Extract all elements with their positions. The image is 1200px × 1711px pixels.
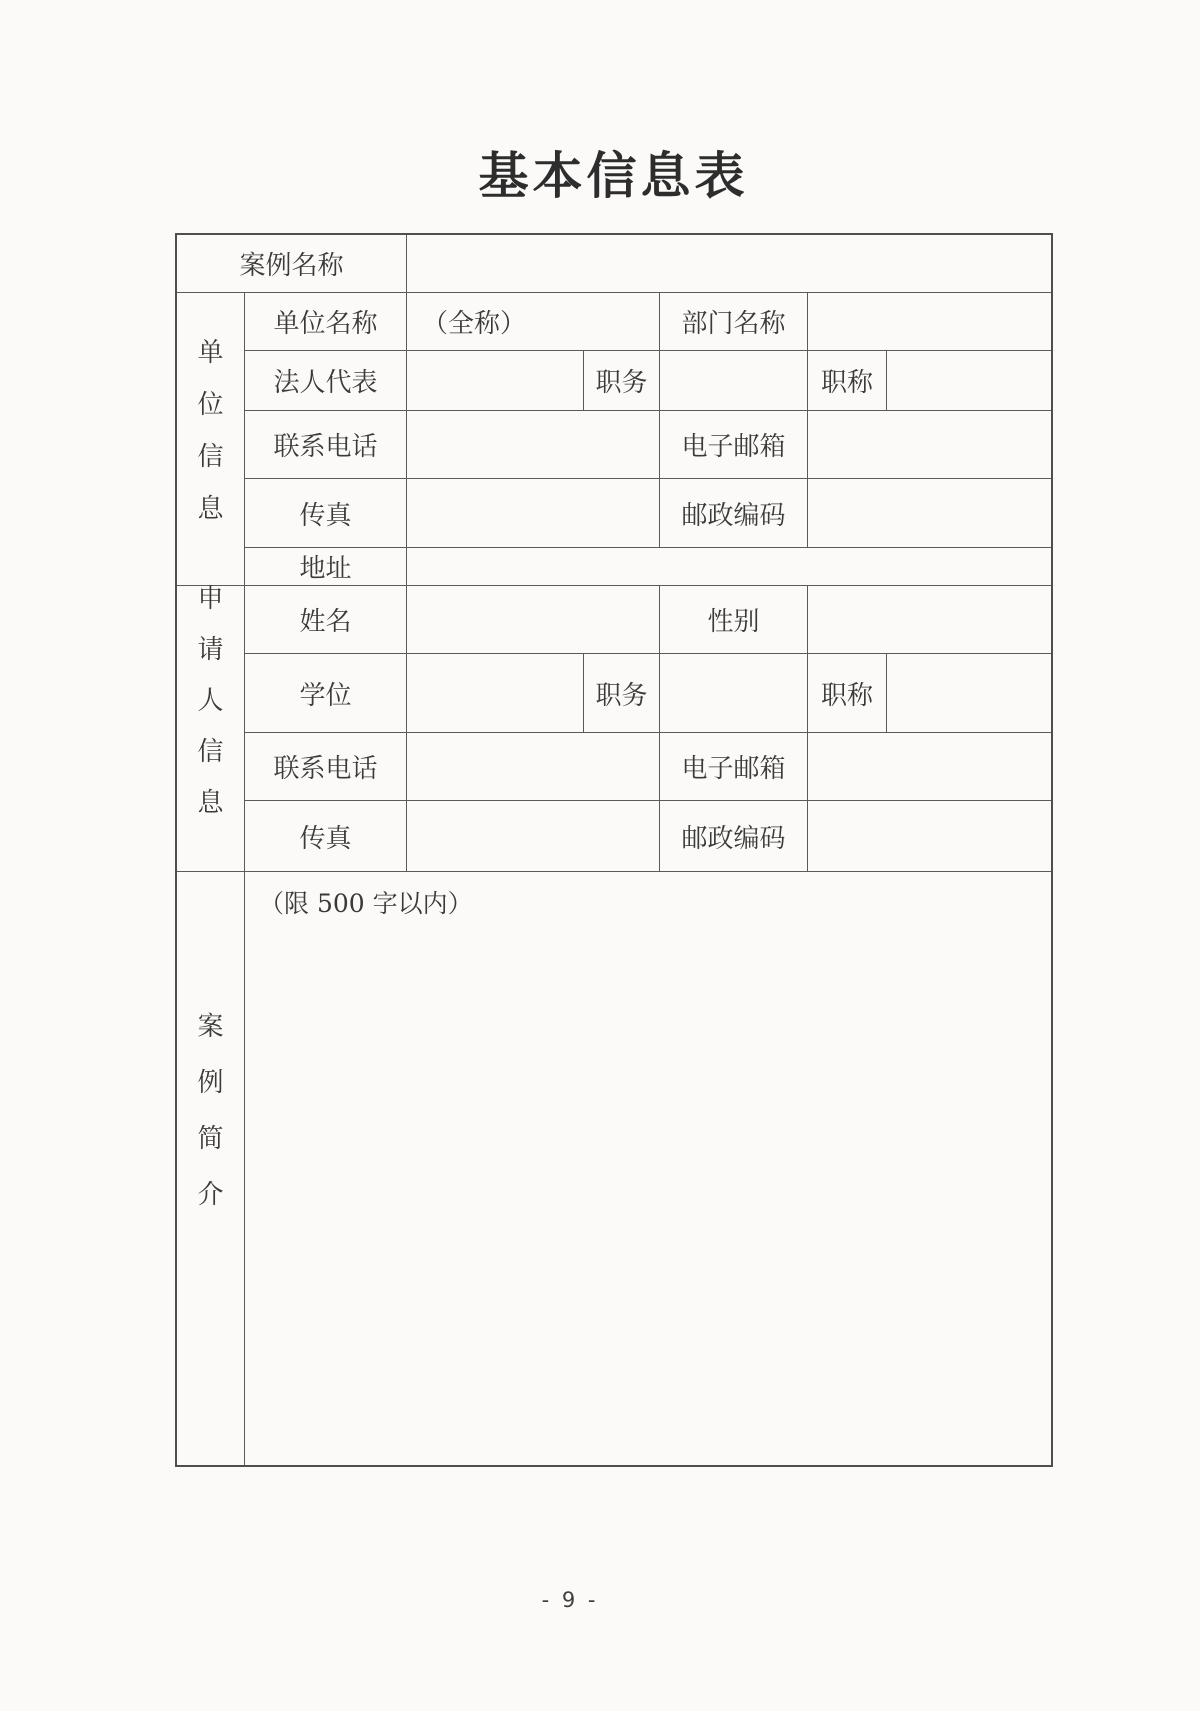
case-name-field xyxy=(407,235,1051,292)
unit-phone-row xyxy=(245,411,1051,479)
case-summary-section xyxy=(177,872,1051,1465)
unit-phone-label: 联系电话 xyxy=(245,411,407,478)
case-name-label: 案例名称 xyxy=(177,235,407,292)
applicant-info-char: 请 xyxy=(197,635,224,665)
applicant-email-label: 电子邮箱 xyxy=(660,733,808,800)
applicant-info-section-label xyxy=(177,586,245,871)
case-summary-section-label xyxy=(177,872,245,1465)
gender-label: 性别 xyxy=(660,586,808,653)
applicant-info-section xyxy=(177,586,1051,872)
unit-fax-label: 传真 xyxy=(245,479,407,547)
unit-info-char: 信 xyxy=(197,442,224,472)
legal-rep-label: 法人代表 xyxy=(245,351,407,410)
applicant-phone-field xyxy=(407,733,660,800)
applicant-phone-row xyxy=(245,733,1051,801)
legal-rep-field xyxy=(407,351,584,410)
case-name-row xyxy=(177,235,1051,293)
case-summary-field xyxy=(245,872,1051,1465)
case-summary-char: 介 xyxy=(197,1180,224,1210)
degree-row xyxy=(245,654,1051,733)
applicant-info-char: 申 xyxy=(197,584,224,614)
case-summary-char: 例 xyxy=(197,1068,224,1098)
unit-address-row xyxy=(245,548,1051,585)
applicant-fax-field xyxy=(407,801,660,871)
applicant-position-label: 职务 xyxy=(584,654,660,732)
applicant-name-label: 姓名 xyxy=(245,586,407,653)
unit-postal-code-label: 邮政编码 xyxy=(660,479,808,547)
case-summary-char: 简 xyxy=(197,1124,224,1154)
page-number: - 9 - xyxy=(541,1588,599,1612)
applicant-name-row xyxy=(245,586,1051,654)
legal-rep-row xyxy=(245,351,1051,411)
degree-field xyxy=(407,654,584,732)
department-name-field xyxy=(808,293,1051,350)
department-name-label: 部门名称 xyxy=(660,293,808,350)
applicant-phone-label: 联系电话 xyxy=(245,733,407,800)
case-summary-char: 案 xyxy=(197,1012,224,1042)
applicant-name-field xyxy=(407,586,660,653)
unit-position-field xyxy=(660,351,808,410)
unit-address-field xyxy=(407,548,1051,585)
unit-info-section xyxy=(177,293,1051,586)
applicant-info-char: 息 xyxy=(197,788,224,818)
unit-position-label: 职务 xyxy=(584,351,660,410)
unit-info-char: 息 xyxy=(197,494,224,524)
unit-info-section-label xyxy=(177,293,245,585)
unit-title-field xyxy=(887,351,1051,410)
unit-fax-field xyxy=(407,479,660,547)
page-title: 基本信息表 xyxy=(478,146,749,205)
unit-email-label: 电子邮箱 xyxy=(660,411,808,478)
applicant-info-char: 人 xyxy=(197,686,224,716)
unit-title-label: 职称 xyxy=(808,351,887,410)
applicant-postal-code-field xyxy=(808,801,1051,871)
applicant-info-char: 信 xyxy=(197,737,224,767)
applicant-postal-code-label: 邮政编码 xyxy=(660,801,808,871)
unit-email-field xyxy=(808,411,1051,478)
unit-info-char: 位 xyxy=(197,390,224,420)
applicant-position-field xyxy=(660,654,808,732)
unit-name-field: （全称） xyxy=(407,293,660,350)
applicant-title-label: 职称 xyxy=(808,654,887,732)
applicant-fax-row xyxy=(245,801,1051,871)
applicant-fax-label: 传真 xyxy=(245,801,407,871)
applicant-title-field xyxy=(887,654,1051,732)
case-summary-note: （限 500 字以内） xyxy=(259,889,473,918)
unit-address-label: 地址 xyxy=(245,548,407,585)
unit-name-label: 单位名称 xyxy=(245,293,407,350)
degree-label: 学位 xyxy=(245,654,407,732)
unit-fax-row xyxy=(245,479,1051,548)
unit-phone-field xyxy=(407,411,660,478)
gender-field xyxy=(808,586,1051,653)
unit-info-char: 单 xyxy=(197,338,224,368)
unit-name-row xyxy=(245,293,1051,351)
applicant-email-field xyxy=(808,733,1051,800)
basic-info-table xyxy=(175,233,1053,1467)
unit-postal-code-field xyxy=(808,479,1051,547)
